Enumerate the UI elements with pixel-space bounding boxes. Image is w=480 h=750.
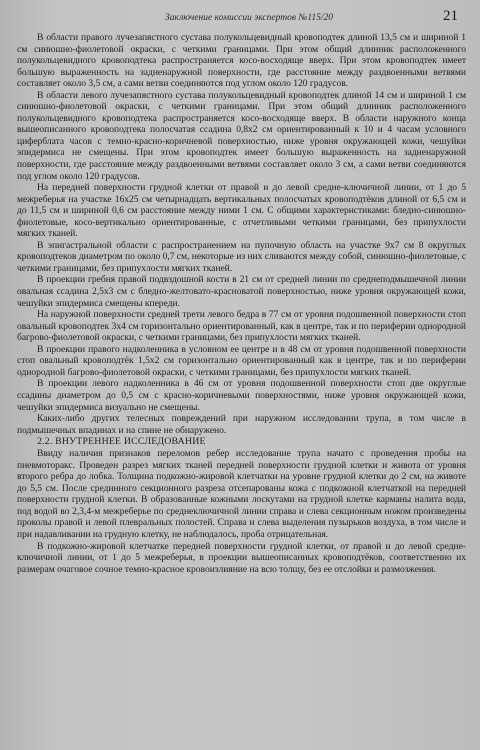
paragraph-no-other-injuries: Каких-либо других телесных повреждений при наружном исследовании трупа, в том числе в подмышечных впадинах и на спине не обнаружено. bbox=[17, 413, 466, 436]
paragraph-right-wrist-bruise: В области правого лучезапястного сустава полукольцевидный кровоподтек длиной 13,5 см и шириной 1 см синюшно-фиолетовой окраски, с четкими границами. При этом общий длинник расположенного полукольцевидного кровоподтека распространяется косо-восходяще вверх. При этом кровоподтек имеет большую выраженность на задненаружной поверхности, где расстояние между раздвоенными ветвями составляет около 3,5 см, а сами ветви соединяются под углом около 120 градусов. bbox=[17, 32, 466, 90]
running-title: Заключение комиссии экспертов №115/20 bbox=[165, 13, 334, 23]
page-number: 21 bbox=[443, 8, 458, 24]
page-header bbox=[17, 10, 466, 32]
paragraph-left-wrist-bruise: В области левого лучезапястного сустава полукольцевидный кровоподтек длиной 14 см и шириной 1 см синюшно-фиолетовой окраски, с четкими границами. При этом общий длинник расположенного полукольцевидного кровоподтека распространяется косо-восходяще вверх. В области наружного конца вышеописанного кровоподтека полосчатая ссадина 0,8х2 см ориентированный к 10 и 4 часам условного циферблата часов с темно-красно-коричневой поверхностью, ниже уровня окружающей кожи, чешуйки эпидермиса не смещены. При этом кровоподтек имеет большую выраженность на задненаружной поверхности, где расстояние между раздвоенными ветвями составляет около 3 см, а сами ветви соединяются под углом около 120 градусов. bbox=[17, 89, 466, 182]
section-heading: 2.2. ВНУТРЕННЕЕ ИССЛЕДОВАНИЕ bbox=[37, 436, 206, 448]
paragraph-left-knee-abrasions: В проекции левого надколенника в 46 см от уровня подошвенной поверхности стоп две округлые ссадины диаметром до 0,5 см с красно-коричневыми поверхностями, ниже уровня окружающей кожи, чешуйки эпидермиса визуально не смещены. bbox=[17, 378, 466, 413]
paragraph-chest-bruises: На передней поверхности грудной клетки от правой и до левой средне-ключичной линии, от 1 до 5 межреберья на участке 16х25 см четырнадцать вертикальных полосчатых кровоподтёков длиной от 6,5 см и до 11,5 см и шириной 0,6 см расстояние между ними 1 см. С общими характеристиками: бледно-синюшно-фиолетовые, косо-вертикально ориентированные, с отчетливыми четкими границами, без припухлости мягких тканей. bbox=[17, 182, 466, 240]
document-body bbox=[17, 32, 466, 575]
paragraph-iliac-abrasion: В проекции гребня правой подвздошной кости в 21 см от средней линии по среднеподмышечной линии овальная ссадина 2,5х3 см с бледно-желтовато-красноватой поверхностью, ниже уровня окружающей кожи, чешуйки эпидермиса смещены кпереди. bbox=[17, 274, 466, 309]
paragraph-pneumothorax-test: Ввиду наличия признаков переломов ребер исследование трупа начато с проведения пробы на пневмоторакс. Проведен разрез мягких тканей передней поверхности грудной клетки и живота от уровня второго ребра до лобка. Толщина подкожно-жировой клетчатки на уровне грудной клетки до 2 см, на животе до 5,5 см. После срединного секционного разреза отсепарованы кожа с подкожной клетчаткой на передней поверхности грудной клетки. В образованные кожными лоскутами на грудной клетке карманы налита вода, под водой во 2,3,4-м межреберье по среднеключичной линии справа и слева секционным ножом произведены проколы правой и левой плевральных полостей. Справа и слева выделения пузырьков воздуха, в том числе и при надавливании на грудную клетку, не наблюдалось, проба отрицательная. bbox=[17, 448, 466, 540]
paragraph-subcutaneous-hemorrhage: В подкожно-жировой клетчатке передней поверхности грудной клетки, от правой и до левой средне-ключичной линии, от 1 до 5 межреберья, в проекции вышеописанных кровоподтёков, соответственно их размерам очаговое сочное темно-красное кровоизлияние на всю толщу, без ее отслойки и размозжения. bbox=[17, 540, 466, 575]
paragraph-epigastric-bruises: В эпигастральной области с распространением на пупочную область на участке 9х7 см 8 округлых кровоподтеков диаметром по около 0,7 см, некоторые из них сливаются между собой, синюшно-фиолетовые, с четкими границами, без припухлости мягких тканей. bbox=[17, 239, 466, 274]
paragraph-left-thigh-bruise: На наружной поверхности средней трети левого бедра в 77 см от уровня подошвенной поверхности стоп овальный кровоподтек 3х4 см горизонтально ориентированный, как в центре, так и по периферии однородной багрово-фиолетовой окраски, с четкими границами, без припухлости мягких тканей. bbox=[17, 309, 466, 344]
paragraph-right-knee-bruise: В проекции правого надколенника в условном ее центре и в 48 см от уровня подошвенной поверхности стоп овальный кровоподтёк 1,5х2 см горизонтально ориентированный как в центре, так и по периферии однородной багрово-фиолетовой окраски, с четкими границами, без припухлости мягких тканей. bbox=[17, 343, 466, 378]
